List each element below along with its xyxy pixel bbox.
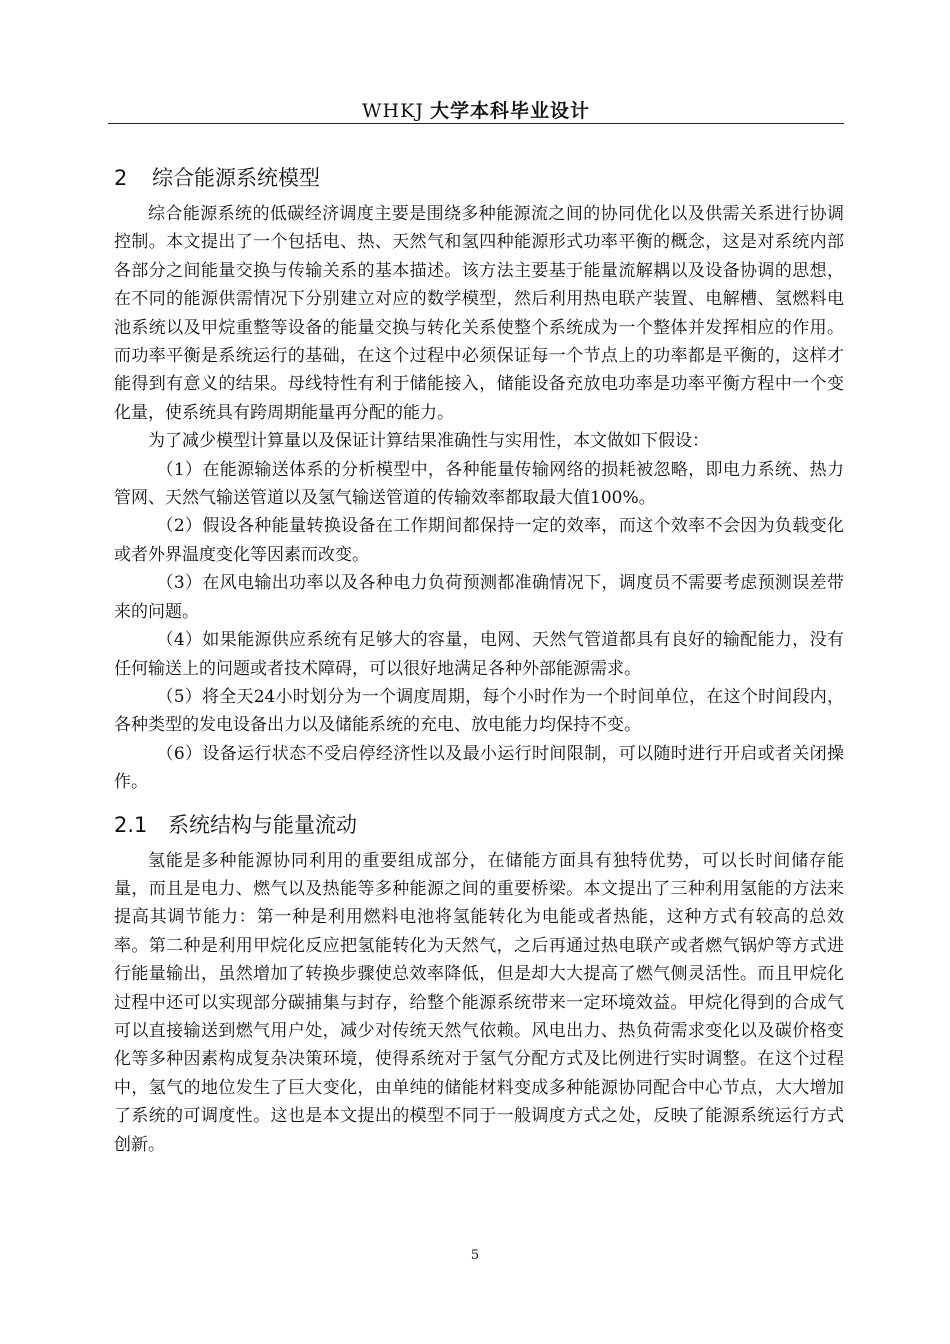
page-number: 5 — [470, 1248, 480, 1263]
subsection-title: 系统结构与能量流动 — [168, 812, 357, 837]
assumption-item: （2）假设各种能量转换设备在工作期间都保持一定的效率，而这个效率不会因为负载变化或者外界温度变化等因素而改变。 — [114, 516, 844, 565]
running-header — [108, 96, 844, 123]
assumption-lead-paragraph: 为了减少模型计算量以及保证计算结果准确性与实用性，本文做如下假设： — [148, 431, 709, 452]
section-title: 综合能源系统模型 — [152, 166, 320, 190]
hydrogen-paragraph: 氢能是多种能源协同利用的重要组成部分，在储能方面具有独特优势，可以长时间储存能量，而且是电力、燃气以及热能等多种能源之间的重要桥梁。本文提出了三种利用氢能的方法来提高其调节能力：第一种是利用燃料电池将氢能转化为电能或者热能，这种方式有较高的总效率。第二种是利用甲烷化反应把氢能转化为天然气，之后再通过热电联产或者燃气锅炉等方式进行能量输出，虽然增加了转换步骤使总效率降低，但是却大大提高了燃气侧灵活性。而且甲烷化过程中还可以实现部分碳捕集与封存，给整个能源系统带来一定环境效益。甲烷化得到的合成气可以直接输送到燃气用户处，减少对传统天然气依赖。风电出力、热负荷需求变化以及碳价格变化等多种因素构成复杂决策环境，使得系统对于氢气分配方式及比例进行实时调整。在这个过程中，氢气的地位发生了巨大变化，由单纯的储能材料变成多种能源协同配合中心节点，大大增加了系统的可调度性。这也是本文提出的模型不同于一般调度方式之处，反映了能源系统运行方式创新。 — [114, 850, 844, 1155]
assumption-item: （6）设备运行状态不受启停经济性以及最小运行时间限制，可以随时进行开启或者关闭操作。 — [114, 743, 844, 793]
assumption-item: （5）将全天24小时划分为一个调度周期，每个小时作为一个时间单位，在这个时间段内，各种类型的发电设备出力以及储能系统的充电、放电能力均保持不变。 — [114, 686, 844, 736]
header-code: WHKJ — [362, 100, 424, 122]
assumption-item: （1）在能源输送体系的分析模型中，各种能量传输网络的损耗被忽略，即电力系统、热力管网、天然气输送管道以及氢气输送管道的传输效率都取最大值100%。 — [114, 459, 844, 509]
section-heading — [114, 160, 844, 196]
intro-paragraph: 综合能源系统的低碳经济调度主要是围绕多种能源流之间的协同优化以及供需关系进行协调控制。本文提出了一个包括电、热、天然气和氢四种能源形式功率平衡的概念，这是对系统内部各部分之间能量交换与传输关系的基本描述。该方法主要基于能量流解耦以及设备协调的思想，在不同的能源供需情况下分别建立对应的数学模型，然后利用热电联产装置、电解槽、氢燃料电池系统以及甲烷重整等设备的能量交换与转化关系使整个系统成为一个整体并发挥相应的作用。而功率平衡是系统运行的基础，在这个过程中必须保证每一个节点上的功率都是平衡的，这样才能得到有意义的结果。母线特性有利于储能接入，储能设备充放电功率是功率平衡方程中一个变化量，使系统具有跨周期能量再分配的能力。 — [114, 204, 844, 423]
header-rule — [108, 123, 844, 124]
assumption-item: （4）如果能源供应系统有足够大的容量，电网、天然气管道都具有良好的输配能力，没有任何输送上的问题或者技术障碍，可以很好地满足各种外部能源需求。 — [114, 630, 844, 679]
assumption-item: （3）在风电输出功率以及各种电力负荷预测都准确情况下，调度员不需要考虑预测误差带来的问题。 — [114, 573, 844, 622]
subsection-heading — [114, 807, 844, 843]
section-number: 2 — [114, 166, 128, 190]
body-text — [114, 160, 844, 1159]
subsection-number: 2.1 — [114, 812, 148, 837]
header-university: 大学本科毕业设计 — [429, 100, 590, 122]
